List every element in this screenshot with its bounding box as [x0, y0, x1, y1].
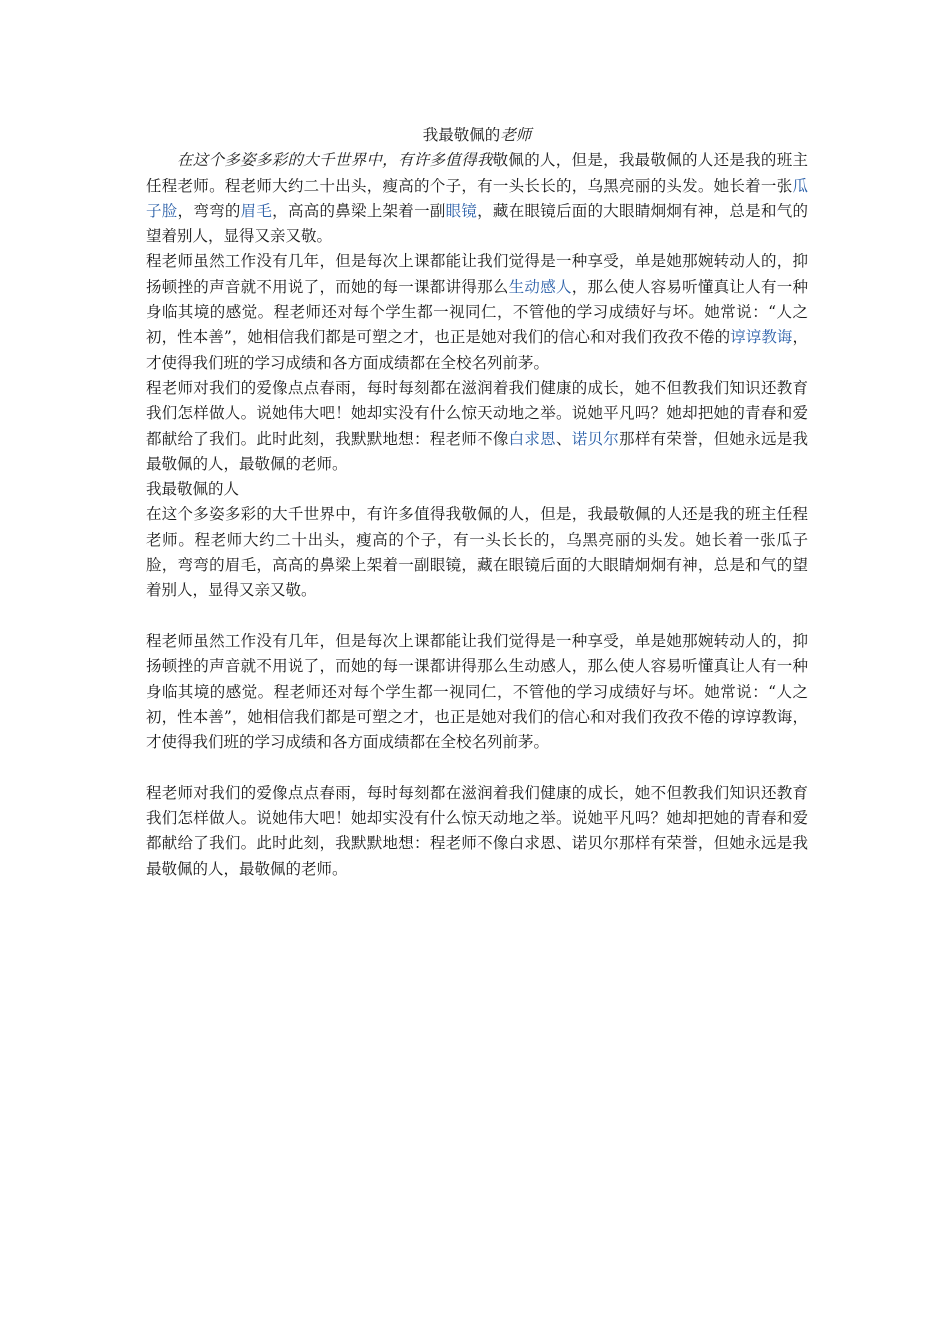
link-baiqiuen[interactable]: 白求恩	[508, 429, 556, 448]
article1-p1-italic-lead: 在这个多姿多彩的大千世界中，有许多值得我	[177, 151, 493, 170]
article2-title: 我最敬佩的人	[146, 480, 240, 499]
link-nuobeier[interactable]: 诺贝尔	[571, 429, 620, 448]
article1-p1-text: ，藏在眼镜后面的大眼睛炯炯有神，总是和气的望着别人，显得又亲又敬。	[146, 201, 808, 246]
article1-p2-text: ，才使得我们班的学习成绩和各方面成绩都在全校名列前茅。	[146, 328, 808, 372]
article1-paragraph-3	[146, 376, 808, 477]
article2-paragraph-3: 程老师对我们的爱像点点春雨，每时每刻都在滋润着我们健康的成长，她不但教我们知识还教育我们怎样做人。说她伟大吧！她却实没有什么惊天动地之举。说她平凡吗？她却把她的青春和爱都献给了我们。此时此刻，我默默地想：程老师不像白求恩、诺贝尔那样有荣誉，但她永远是我最敬佩的人，最敬佩的老师。	[146, 783, 808, 878]
article2-paragraph-2: 程老师虽然工作没有几年，但是每次上课都能让我们觉得是一种享受，单是她那婉转动人的，抑扬顿挫的声音就不用说了，而她的每一课都讲得那么生动感人，那么使人容易听懂真让人有一种身临其境的感觉。程老师还对每个学生都一视同仁，不管他的学习成绩好与坏。她常说：“人之初，性本善”，她相信我们都是可塑之才，也正是她对我们的信心和对我们孜孜不倦的谆谆教诲，才使得我们班的学习成绩和各方面成绩都在全校名列前茅。	[146, 631, 808, 752]
article1-p1-text: ，高高的鼻梁上架着一副	[272, 201, 446, 220]
article1-p3-text: 程老师对我们的爱像点点春雨，每时每刻都在滋润着我们健康的成长，她不但教我们知识还教育我们怎样做人。说她伟大吧！她却实没有什么惊天动地之举。说她平凡吗？她却把她的青春和爱都献给了我们。此时此刻，我默默地想：程老师不像	[146, 378, 808, 448]
article1-p3-text: 、	[555, 429, 572, 448]
article1-title	[146, 123, 808, 148]
article1-p1-text: ，弯弯的	[177, 201, 241, 220]
article2-paragraph-1: 在这个多姿多彩的大千世界中，有许多值得我敬佩的人，但是，我最敬佩的人还是我的班主任程老师。程老师大约二十出头，瘦高的个子，有一头长长的，乌黑亮丽的头发。她长着一张瓜子脸，弯弯的眉毛，高高的鼻梁上架着一副眼镜，藏在眼镜后面的大眼睛炯炯有神，总是和气的望着别人，显得又亲又敬。	[146, 505, 808, 600]
link-meimao[interactable]: 眉毛	[240, 201, 273, 220]
link-zhunzhunjiaohui[interactable]: 谆谆教诲	[730, 328, 793, 347]
document-page	[146, 123, 808, 882]
paragraph-gap	[146, 755, 808, 780]
article1-p3-text: 那样有荣誉，但她永远是我最敬佩的人，最敬佩的老师。	[146, 429, 808, 473]
link-yanjing[interactable]: 眼镜	[445, 201, 478, 220]
article1-title-italic: 老师	[500, 126, 532, 144]
link-guazilian[interactable]: 瓜子脸	[146, 176, 808, 220]
article1-p1-text: 敬佩的人，但是，我最敬佩的人还是我的班主任程老师。程老师大约二十出头，瘦高的个子，有一头长长的，乌黑亮丽的头发。她长着一张	[146, 151, 808, 195]
article1-paragraph-1	[146, 148, 808, 249]
link-shengdongganren[interactable]: 生动感人	[508, 277, 572, 296]
article1-p2-text: ，那么使人容易听懂真让人有一种身临其境的感觉。程老师还对每个学生都一视同仁，不管他的学习成绩好与坏。她常说：“人之初，性本善”，她相信我们都是可塑之才，也正是她对我们的信心和对我们孜孜不倦的	[146, 277, 808, 347]
article1-title-plain: 我最敬佩的	[422, 126, 501, 144]
article1-p2-text: 程老师虽然工作没有几年，但是每次上课都能让我们觉得是一种享受，单是她那婉转动人的，抑扬顿挫的声音就不用说了，而她的每一课都讲得那么	[146, 252, 808, 296]
paragraph-gap	[146, 604, 808, 629]
article1-paragraph-2	[146, 249, 808, 375]
